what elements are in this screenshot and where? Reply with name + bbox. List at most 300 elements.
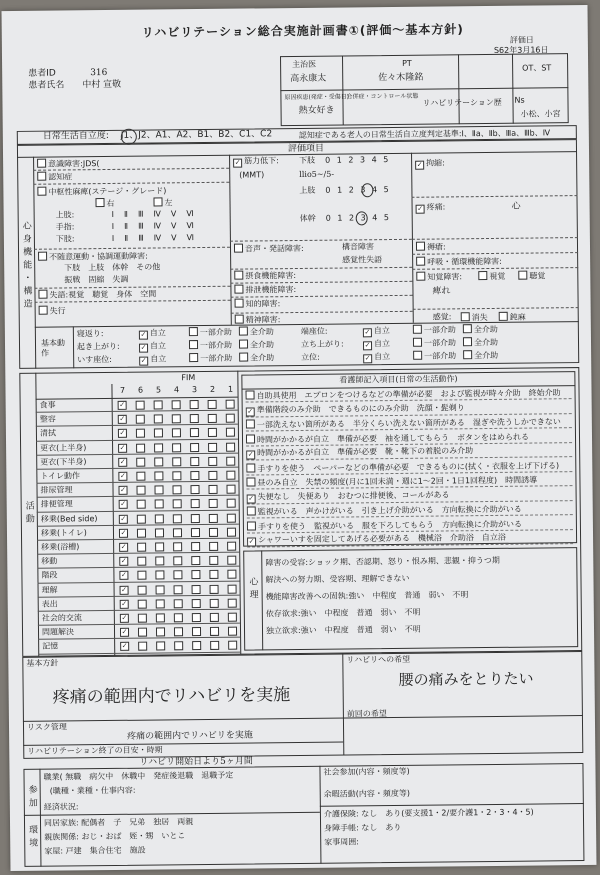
fim-score-checkbox[interactable] — [174, 585, 183, 594]
nurse-line-text: 時間がかかるが自立 準備が必要 袖を通してもらう ボタンをはめられる — [256, 432, 530, 444]
wish-value: 腰の痛みをとりたい — [398, 669, 534, 689]
mmt-lower-scale: 0 1 2 3 4 5 — [325, 155, 391, 165]
fim-score-checkbox[interactable] — [138, 614, 147, 623]
fim-score-checkbox[interactable] — [174, 599, 183, 608]
basic-motion-checkbox[interactable] — [363, 328, 372, 337]
nurse-line-checkbox[interactable] — [246, 390, 255, 399]
central-paralysis-checkbox[interactable] — [37, 187, 46, 196]
fim-score-checkbox[interactable] — [154, 429, 163, 438]
fim-item-label: 表出 — [41, 599, 58, 609]
nurse-line-checkbox[interactable] — [246, 463, 255, 472]
basic-motion-option-label: 一部介助 — [423, 325, 456, 335]
basic-motion-row — [301, 350, 513, 364]
fim-score-checkbox[interactable] — [208, 485, 217, 494]
fim-column-header: 7 — [119, 385, 126, 395]
basic-motion-option-label: 自立 — [373, 326, 390, 336]
fim-score-checkbox[interactable] — [136, 472, 145, 481]
fim-score-checkbox[interactable] — [137, 528, 146, 537]
fim-score-checkbox[interactable] — [172, 443, 181, 452]
fim-score-checkbox[interactable] — [155, 557, 164, 566]
eval-side-label: 心身機能・構造 — [20, 220, 32, 312]
fim-score-checkbox[interactable] — [172, 400, 181, 409]
loss-option: 消失 — [461, 312, 488, 323]
fim-score-checkbox[interactable] — [137, 557, 146, 566]
fim-score-checkbox[interactable] — [137, 514, 146, 523]
speech-checkbox[interactable] — [234, 244, 243, 253]
fim-score-checkbox[interactable] — [173, 542, 182, 551]
comorbid-label: 合併症・コントロール状態 — [346, 92, 419, 101]
adl-label: 日常生活自立度: — [42, 130, 109, 142]
loss-checkbox[interactable] — [461, 312, 470, 321]
vision-checkbox[interactable] — [478, 271, 487, 280]
basic-motion-checkbox[interactable] — [139, 331, 148, 340]
upper-limb-label: 上肢: — [55, 210, 75, 220]
fim-score-checkbox[interactable] — [190, 457, 199, 466]
involuntary-item: 不随意運動・協調運動障害: — [38, 251, 148, 263]
fim-score-checkbox[interactable] — [173, 500, 182, 509]
activity-side-label: 活動 — [23, 500, 34, 527]
ns-name: 小松、小宮 — [520, 109, 561, 119]
basic-motion-option — [189, 327, 239, 339]
fim-column-header: 5 — [155, 385, 162, 395]
consciousness-item: 意識障害:JDS( — [37, 158, 100, 170]
mmt-upper-circle — [361, 183, 373, 197]
eval-section-label: 評価項目 — [287, 143, 325, 155]
contracture-checkbox[interactable] — [415, 161, 424, 170]
muscle-checkbox[interactable] — [233, 159, 242, 168]
basic-motion-option-label: 一部介助 — [200, 353, 233, 364]
fim-score-checkbox[interactable] — [120, 628, 129, 637]
fim-column-header: 2 — [209, 384, 216, 394]
fim-score-checkbox[interactable] — [120, 585, 129, 594]
nurse-line-checkbox[interactable] — [247, 521, 256, 530]
dementia-checkbox[interactable] — [37, 172, 46, 181]
fim-score-checkbox[interactable] — [226, 428, 235, 437]
involuntary-row1: 下肢 上肢 体幹 その他 — [64, 262, 161, 273]
cause-label: 原因疾患(発症・受傷日) — [284, 93, 350, 102]
date-label: 評価日 — [509, 35, 534, 45]
fim-score-checkbox[interactable] — [191, 556, 200, 565]
fim-score-checkbox[interactable] — [156, 642, 165, 651]
psych-line: 機能障害改善への固執:強い 中程度 普通 弱い 不明 — [265, 590, 469, 602]
basic-motion-option-label: 一部介助 — [423, 338, 457, 348]
nurse-line-text: 手すりを使う 監視がいる 服を下ろしてもらう 方向転換に介助がいる — [257, 519, 522, 531]
perception-checkbox[interactable] — [416, 272, 425, 281]
respiratory-item: 呼吸・循環機能障害: — [416, 256, 502, 268]
fim-score-checkbox[interactable] — [228, 598, 237, 607]
risk-value: 疼痛の範囲内でリハビリを実施 — [127, 730, 253, 742]
fim-score-checkbox[interactable] — [228, 641, 237, 650]
mmt-upper-label: 上肢 — [299, 185, 316, 195]
fim-score-checkbox[interactable] — [174, 613, 183, 622]
fim-score-checkbox[interactable] — [191, 542, 200, 551]
involuntary-checkbox[interactable] — [38, 252, 47, 261]
fim-score-checkbox[interactable] — [138, 642, 147, 651]
psych-line: 独立欲求:強い 中程度 普通 弱い 不明 — [265, 624, 421, 636]
fim-score-checkbox[interactable] — [190, 471, 199, 480]
apraxia-checkbox[interactable] — [39, 306, 48, 315]
fim-score-checkbox[interactable] — [118, 472, 127, 481]
fim-score-checkbox[interactable] — [136, 415, 145, 424]
fim-score-checkbox[interactable] — [173, 571, 182, 580]
fim-score-checkbox[interactable] — [226, 414, 235, 423]
vision-option: 視覚 — [478, 271, 505, 282]
fim-score-checkbox[interactable] — [154, 415, 163, 424]
hand-stages: Ⅰ Ⅱ Ⅲ Ⅳ Ⅴ Ⅵ — [111, 221, 195, 231]
basic-motion-checkbox[interactable] — [239, 327, 248, 336]
nurse-line-text: 昼のみ自立 失禁の頻度(月に1回未満・週に1〜2回・1日1回程度) 時間誘導 — [257, 475, 538, 488]
basic-motion-option — [239, 326, 289, 338]
fim-score-checkbox[interactable] — [208, 457, 217, 466]
fim-score-checkbox[interactable] — [118, 458, 127, 467]
basic-motion-option-label: 全介助 — [249, 340, 275, 350]
basic-motion-label: 基本動作 — [40, 338, 66, 358]
basic-motion-name: 立位: — [301, 352, 320, 362]
pt-label: PT — [402, 58, 412, 68]
basic-motion-checkbox[interactable] — [239, 353, 248, 362]
fim-score-checkbox[interactable] — [209, 528, 218, 537]
fim-score-checkbox[interactable] — [154, 400, 163, 409]
nurse-line-checkbox[interactable] — [246, 450, 255, 459]
fim-score-checkbox[interactable] — [136, 401, 145, 410]
basic-motion-checkbox[interactable] — [413, 325, 422, 334]
fim-score-checkbox[interactable] — [208, 400, 217, 409]
sensory-checkbox[interactable] — [38, 290, 47, 299]
fim-score-checkbox[interactable] — [137, 571, 146, 580]
basic-motion-option-label: 自立 — [374, 352, 391, 362]
fim-item-label: 階段 — [41, 570, 58, 581]
basic-motion-option-label: 自立 — [150, 354, 167, 364]
fim-score-checkbox[interactable] — [210, 599, 219, 608]
basic-motion-option-label: 全介助 — [249, 327, 274, 337]
basic-motion-option — [413, 324, 463, 336]
muscle-item: ✓筋力低下: — [233, 156, 279, 167]
nurse-line-checkbox[interactable] — [247, 537, 256, 546]
excretion-checkbox[interactable] — [234, 285, 243, 294]
nurse-line-checkbox[interactable] — [247, 506, 256, 515]
hearing-checkbox[interactable] — [518, 271, 527, 280]
fim-label: FIM — [181, 373, 196, 383]
basic-motion-option — [189, 353, 239, 365]
patient-id: 316 — [90, 67, 108, 79]
fim-item-label: 排便管理 — [40, 499, 73, 510]
bedsore-checkbox[interactable] — [416, 242, 425, 251]
fim-score-checkbox[interactable] — [136, 486, 145, 495]
hand-label: 手指: — [55, 222, 75, 232]
nurse-line-text: シャワーいすを固定してあげる必要がある 機械浴 介助浴 自立浴 — [258, 532, 506, 545]
environment-label: 環境 — [27, 824, 38, 851]
fim-score-checkbox[interactable] — [156, 613, 165, 622]
fim-score-checkbox[interactable] — [120, 614, 129, 623]
basic-motion-row — [301, 337, 513, 351]
fim-score-checkbox[interactable] — [210, 641, 219, 650]
basic-motion-option — [139, 328, 189, 340]
basic-motion-checkbox[interactable] — [363, 354, 372, 363]
mmt-lower-label: 下肢 — [299, 155, 316, 165]
left-checkbox[interactable] — [153, 197, 162, 206]
mmt-trunk-circle — [356, 211, 368, 225]
basic-motion-checkbox[interactable] — [189, 327, 198, 336]
fim-score-checkbox[interactable] — [118, 443, 127, 452]
fim-score-checkbox[interactable] — [156, 628, 165, 637]
fim-row — [38, 638, 240, 654]
fim-score-checkbox[interactable] — [174, 642, 183, 651]
basic-motion-checkbox[interactable] — [363, 341, 372, 350]
fim-score-checkbox[interactable] — [190, 414, 199, 423]
fim-score-checkbox[interactable] — [228, 584, 237, 593]
nurse-line-checkbox[interactable] — [247, 494, 256, 503]
pt-name: 佐々木隆銘 — [378, 72, 424, 84]
sensation-label: 感覚: — [432, 312, 452, 322]
basic-motion-option-label: 全介助 — [250, 353, 275, 363]
rehab-form-sheet — [2, 5, 597, 871]
fim-score-checkbox[interactable] — [138, 599, 147, 608]
dull-checkbox[interactable] — [499, 312, 508, 321]
basic-motion-checkbox[interactable] — [463, 350, 472, 359]
fim-score-checkbox[interactable] — [136, 457, 145, 466]
basic-motion-option — [139, 341, 189, 353]
fim-score-checkbox[interactable] — [172, 457, 181, 466]
basic-motion-checkbox[interactable] — [239, 340, 248, 349]
fim-score-checkbox[interactable] — [228, 627, 237, 636]
nurse-line-checkbox[interactable] — [246, 407, 255, 416]
fim-score-checkbox[interactable] — [190, 400, 199, 409]
lower-limb-label: 下肢: — [55, 234, 75, 244]
fim-item-label: 記憶 — [42, 641, 59, 652]
fim-score-checkbox[interactable] — [156, 599, 165, 608]
basic-motion-option-label: 全介助 — [473, 337, 499, 348]
respiratory-checkbox[interactable] — [416, 257, 425, 266]
fim-score-checkbox[interactable] — [209, 556, 218, 565]
adl-circle-mark — [121, 129, 137, 145]
fim-score-checkbox[interactable] — [120, 642, 129, 651]
fim-score-checkbox[interactable] — [137, 500, 146, 509]
fim-score-checkbox[interactable] — [227, 570, 236, 579]
pain-checkbox[interactable] — [416, 205, 425, 214]
basic-motion-name: 寝返り: — [76, 329, 104, 339]
basic-motion-checkbox[interactable] — [189, 353, 198, 362]
nurse-line-checkbox[interactable] — [246, 477, 255, 486]
cause-value: 熱女好き — [298, 105, 335, 116]
nurse-line-text: 手すりを使う ペーパーなどの準備が必要 できるものに(拭く・衣服を上げ下げる) — [257, 460, 560, 473]
basic-motion-option — [413, 337, 463, 349]
fim-score-checkbox[interactable] — [172, 471, 181, 480]
fim-score-checkbox[interactable] — [210, 584, 219, 593]
patient-name-label: 患者氏名 — [28, 80, 65, 91]
fim-score-checkbox[interactable] — [136, 429, 145, 438]
risk-label: リスク管理 — [26, 722, 67, 732]
fim-score-checkbox[interactable] — [119, 529, 128, 538]
fim-item-label: 食事 — [39, 400, 56, 410]
nurse-line-text: 監視がいる 声かけがいる 引き上げ介助がいる 方向転換に介助がいる — [257, 504, 522, 517]
fim-score-checkbox[interactable] — [190, 485, 199, 494]
fim-item-label: 移乗(トイレ) — [40, 528, 87, 538]
swallow-item: 摂食機能障害: — [234, 270, 296, 282]
mmt-trunk-scale: 0 1 2 3 4 5 — [325, 213, 392, 223]
basic-motion-name: 起き上がり: — [76, 341, 120, 352]
nurse-line-text: 自助具使用 エプロンをつけるなどの準備が必要 および監視が時々介助 終始介助 — [256, 388, 561, 401]
consciousness-checkbox[interactable] — [37, 159, 46, 168]
fim-score-checkbox[interactable] — [209, 542, 218, 551]
swallow-checkbox[interactable] — [234, 271, 243, 280]
fim-score-checkbox[interactable] — [120, 600, 129, 609]
basic-motion-name: いす座位: — [77, 354, 112, 365]
fim-score-checkbox[interactable] — [174, 627, 183, 636]
patient-id-label: 患者ID — [28, 68, 56, 79]
fim-score-checkbox[interactable] — [191, 570, 200, 579]
cognitive-checkbox[interactable] — [235, 299, 244, 308]
basic-motion-option-label: 全介助 — [473, 324, 498, 335]
fim-score-checkbox[interactable] — [226, 400, 235, 409]
economy: 経済状況: — [43, 802, 79, 812]
fim-score-checkbox[interactable] — [118, 429, 127, 438]
psych-line: 解決への努力期、受容期、理解できない — [265, 573, 410, 585]
job-type: (職種・業種・仕事内容: — [49, 785, 136, 796]
fim-score-checkbox[interactable] — [172, 429, 181, 438]
fim-score-checkbox[interactable] — [227, 513, 236, 522]
fim-score-checkbox[interactable] — [173, 556, 182, 565]
basic-motion-checkbox[interactable] — [463, 324, 472, 333]
fim-score-checkbox[interactable] — [209, 570, 218, 579]
fim-score-checkbox[interactable] — [173, 528, 182, 537]
basic-motion-option-label: 全介助 — [474, 350, 499, 361]
fim-score-checkbox[interactable] — [208, 471, 217, 480]
fim-score-checkbox[interactable] — [191, 528, 200, 537]
fim-score-checkbox[interactable] — [154, 471, 163, 480]
fim-score-checkbox[interactable] — [208, 442, 217, 451]
basic-motion-checkbox[interactable] — [189, 340, 198, 349]
fim-score-checkbox[interactable] — [155, 500, 164, 509]
pain-item: ✓疼痛: — [416, 202, 446, 213]
fim-column-header: 4 — [173, 385, 180, 395]
mental-checkbox[interactable] — [235, 315, 244, 324]
fim-score-checkbox[interactable] — [209, 513, 218, 522]
basic-motion-option — [463, 324, 513, 336]
fim-score-checkbox[interactable] — [192, 585, 201, 594]
nurse-title: 看護師記入項目(日常の生活動作) — [339, 374, 458, 385]
fim-score-checkbox[interactable] — [119, 557, 128, 566]
social-label: 社会参加(内容・頻度等) — [323, 766, 410, 777]
job-row: 職業( 無職 病欠中 休職中 発症後退職 退職予定 — [43, 770, 234, 782]
fim-score-checkbox[interactable] — [118, 401, 127, 410]
fim-score-checkbox[interactable] — [119, 500, 128, 509]
fim-score-checkbox[interactable] — [172, 485, 181, 494]
speech-value-2: 感覚性失語 — [342, 255, 383, 265]
fim-score-checkbox[interactable] — [119, 571, 128, 580]
fim-score-checkbox[interactable] — [226, 471, 235, 480]
fim-score-checkbox[interactable] — [172, 414, 181, 423]
left-option: 左 — [153, 197, 172, 208]
fim-score-checkbox[interactable] — [226, 442, 235, 451]
fim-score-checkbox[interactable] — [190, 428, 199, 437]
fim-score-checkbox[interactable] — [154, 443, 163, 452]
basic-motion-checkbox[interactable] — [463, 337, 472, 346]
nurse-line-checkbox[interactable] — [246, 434, 255, 443]
fim-score-checkbox[interactable] — [191, 514, 200, 523]
fim-score-checkbox[interactable] — [192, 627, 201, 636]
disability-row: 身障手帳: なし あり — [324, 822, 402, 833]
basic-motion-option — [239, 339, 289, 351]
doctor-name: 高永康太 — [290, 73, 327, 85]
apraxia-item: 失行 — [39, 305, 66, 316]
right-checkbox[interactable] — [95, 198, 104, 207]
basic-motion-option-label: 自立 — [373, 339, 391, 349]
fim-score-checkbox[interactable] — [192, 599, 201, 608]
fim-score-checkbox[interactable] — [119, 514, 128, 523]
fim-score-checkbox[interactable] — [208, 428, 217, 437]
basic-motion-checkbox[interactable] — [413, 351, 422, 360]
fim-score-checkbox[interactable] — [119, 543, 128, 552]
basic-motion-option-label: 一部介助 — [199, 340, 233, 351]
fim-score-checkbox[interactable] — [208, 414, 217, 423]
nurse-line-text: 失便なし 失便あり おむつに排便後、コールがある — [257, 489, 450, 501]
fim-score-checkbox[interactable] — [209, 499, 218, 508]
hearing-option: 聴覚 — [518, 270, 545, 281]
ot-label: OT、ST — [522, 63, 552, 73]
fim-score-checkbox[interactable] — [210, 627, 219, 636]
psych-line: 依存欲求:強い 中程度 普通 弱い 不明 — [265, 607, 421, 619]
fim-item-label: トイレ動作 — [40, 471, 81, 481]
fim-score-checkbox[interactable] — [156, 585, 165, 594]
fim-score-checkbox[interactable] — [226, 485, 235, 494]
fim-score-checkbox[interactable] — [155, 514, 164, 523]
fim-score-checkbox[interactable] — [118, 486, 127, 495]
fim-score-checkbox[interactable] — [173, 514, 182, 523]
fim-score-checkbox[interactable] — [190, 443, 199, 452]
fim-score-checkbox[interactable] — [210, 613, 219, 622]
date-value: S62年3月16日 — [493, 45, 549, 55]
fim-score-checkbox[interactable] — [227, 542, 236, 551]
basic-motion-option-label: 自立 — [149, 328, 166, 338]
basic-motion-checkbox[interactable] — [413, 338, 422, 347]
fim-score-checkbox[interactable] — [191, 499, 200, 508]
mmt-upper-scale: 0 1 2 3 4 5 — [325, 185, 391, 195]
fim-score-checkbox[interactable] — [228, 613, 237, 622]
fim-score-checkbox[interactable] — [136, 443, 145, 452]
basic-motion-checkbox[interactable] — [139, 344, 148, 353]
patient-name: 中村 宣敬 — [82, 79, 122, 91]
fim-score-checkbox[interactable] — [155, 542, 164, 551]
fim-score-checkbox[interactable] — [137, 543, 146, 552]
basic-motion-checkbox[interactable] — [139, 357, 148, 366]
basic-motion-name: 端座位: — [300, 326, 328, 336]
wish-label: リハビリへの希望 — [346, 654, 411, 665]
fim-score-checkbox[interactable] — [155, 571, 164, 580]
fim-score-checkbox[interactable] — [154, 457, 163, 466]
fim-score-checkbox[interactable] — [192, 641, 201, 650]
fim-score-checkbox[interactable] — [138, 628, 147, 637]
fim-score-checkbox[interactable] — [118, 415, 127, 424]
right-option: 右 — [95, 198, 114, 209]
fim-score-checkbox[interactable] — [227, 556, 236, 565]
fim-score-checkbox[interactable] — [138, 585, 147, 594]
fim-score-checkbox[interactable] — [227, 499, 236, 508]
fim-score-checkbox[interactable] — [226, 456, 235, 465]
nurse-line-checkbox[interactable] — [246, 419, 255, 428]
fim-column-header: 6 — [137, 385, 144, 395]
adl-dementia: 認知症である老人の日常生活自立度判定基準:Ⅰ、Ⅱa、Ⅱb、Ⅲa、Ⅲb、Ⅳ — [298, 128, 551, 140]
fim-item-label: 理解 — [41, 585, 58, 595]
fim-score-checkbox[interactable] — [154, 486, 163, 495]
fim-item-label: 移動 — [41, 556, 58, 566]
fim-score-checkbox[interactable] — [227, 527, 236, 536]
upper-limb-stages: Ⅰ Ⅱ Ⅲ Ⅳ Ⅴ Ⅵ — [111, 209, 195, 219]
family-care-row: 家事周囲: — [324, 837, 359, 847]
fim-score-checkbox[interactable] — [155, 528, 164, 537]
fim-score-checkbox[interactable] — [192, 613, 201, 622]
insurance-row: 介護保険: なし あり(要支援1・2/要介護1・2・3・4・5) — [323, 807, 534, 819]
leisure-label: 余暇活動(内容・頻度等) — [323, 788, 411, 799]
